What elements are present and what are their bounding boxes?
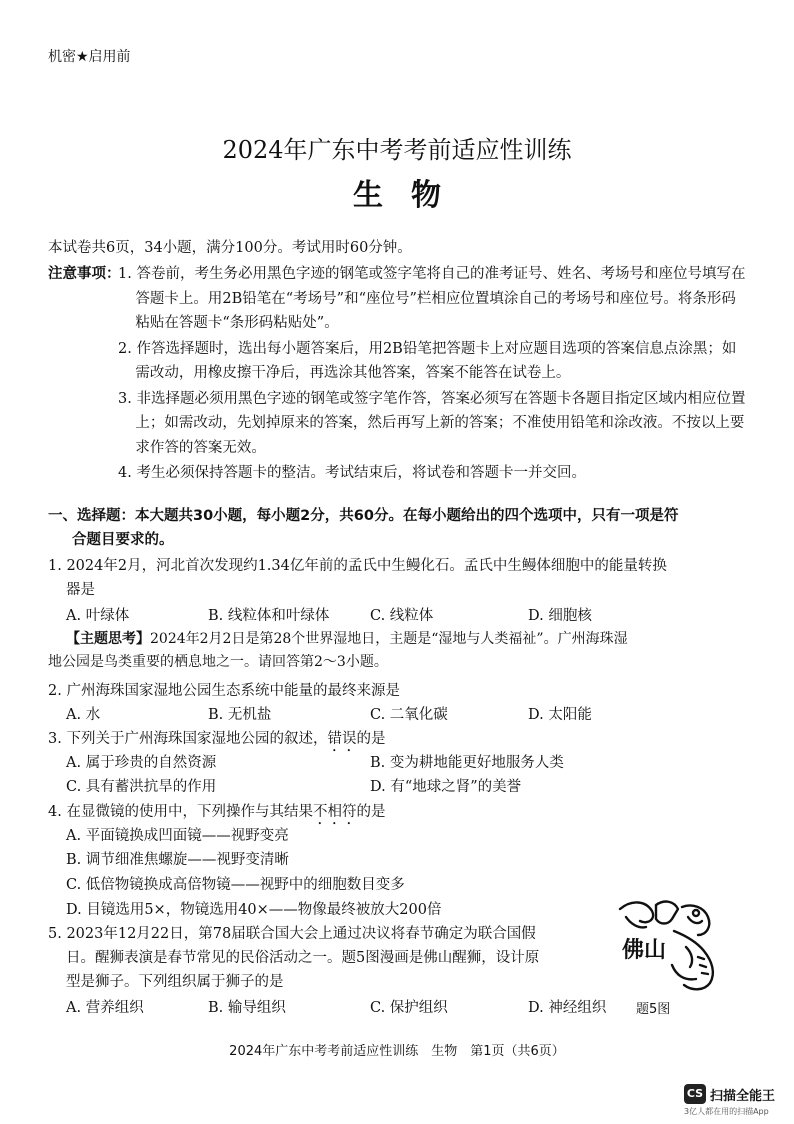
q4-option-d: D. 目镜选用5×，物镜选用40×——物像最终被放大200倍 — [66, 902, 442, 918]
question-1 — [48, 554, 748, 602]
q1-option-b: B. 线粒体和叶绿体 — [208, 608, 330, 624]
exam-intro: 本试卷共6页，34小题，满分100分。考试用时60分钟。 — [48, 240, 412, 256]
q4-stem-b: 的是 — [356, 804, 386, 820]
notice-item: 1. 答卷前，考生务必用黑色字迹的钢笔或签字笔将自己的准考证号、姓名、考场号和座位号填写在答题卡上。用2B铅笔在“考场号”和“座位号”栏相应位置填涂自己的考场号和座位号。将条形码粘贴在答题卡“条形码粘贴处”。 — [118, 266, 746, 331]
question-5 — [48, 922, 608, 994]
q3-option-a: A. 属于珍贵的自然资源 — [66, 755, 217, 771]
question-2 — [48, 679, 748, 703]
confidential-label: 机密★启用前 — [48, 49, 131, 65]
exam-title: 2024年广东中考考前适应性训练 — [222, 136, 572, 164]
page-footer: 2024年广东中考考前适应性训练 生物 第1页（共6页） — [229, 1044, 565, 1059]
section-heading — [48, 504, 748, 552]
q1-option-c: C. 线粒体 — [370, 608, 434, 624]
topic-label: 【主题思考】 — [66, 631, 150, 647]
q4-option-a: A. 平面镜换成凹面镜——视野变亮 — [66, 828, 289, 844]
q5-stem-line1: 5. 2023年12月22日，第78届联合国大会上通过决议将春节确定为联合国假 — [48, 926, 536, 942]
notice-item: 4. 考生必须保持答题卡的整洁。考试结束后，将试卷和答题卡一并交回。 — [118, 465, 586, 481]
q2-option-b: B. 无机盐 — [208, 707, 272, 723]
q3-option-b: B. 变为耕地能更好地服务人类 — [370, 755, 564, 771]
q2-option-c: C. 二氧化碳 — [370, 707, 448, 723]
section-heading-line1: 一、选择题：本大题共30小题，每小题2分，共60分。在每小题给出的四个选项中，只有一项是符 — [48, 508, 679, 524]
q1-option-a: A. 叶绿体 — [66, 608, 130, 624]
q1-option-d: D. 细胞核 — [528, 608, 592, 624]
notice-item: 2. 作答选择题时，选出每小题答案后，用2B铅笔把答题卡上对应题目选项的答案信息点涂黑；如需改动，用橡皮擦干净后，再选涂其他答案，答案不能答在试卷上。 — [118, 340, 737, 381]
topic-line2: 地公园是鸟类重要的栖息地之一。请回答第2～3小题。 — [48, 654, 388, 670]
topic-block — [48, 628, 748, 674]
q2-stem: 2. 广州海珠国家湿地公园生态系统中能量的最终来源是 — [48, 683, 400, 699]
q3-stem-emphasis: 错误 — [327, 731, 357, 747]
scanner-app-name: 扫描全能王 — [710, 1089, 776, 1104]
q3-option-d: D. 有“地球之肾”的美誉 — [370, 779, 522, 795]
lion-dance-illustration — [612, 895, 724, 997]
subject-title: 生物 — [353, 178, 469, 213]
q3-stem-b: 的是 — [356, 731, 386, 747]
section-heading-line2: 合题目要求的。 — [72, 532, 174, 548]
scanner-watermark — [684, 1084, 784, 1118]
notice-label: 注意事项： — [48, 266, 121, 282]
notice-list — [118, 262, 750, 487]
figure-caption: 题5图 — [636, 1002, 671, 1017]
scanner-logo-icon: CS — [684, 1084, 706, 1104]
notice-item: 3. 非选择题必须用黑色字迹的钢笔或签字笔作答，答案必须写在答题卡各题目指定区域内相应位置上；如需改动，先划掉原来的答案，然后再写上新的答案；不准使用铅笔和涂改液。不按以上要求作答的答案无效。 — [118, 390, 746, 456]
scanner-tagline: 3亿人都在用的扫描App — [684, 1107, 769, 1116]
topic-line1: 2024年2月2日是第28个世界湿地日，主题是“湿地与人类福祉”。广州海珠湿 — [150, 631, 628, 647]
q2-option-d: D. 太阳能 — [528, 707, 592, 723]
q5-option-a: A. 营养组织 — [66, 1000, 144, 1016]
q3-stem-a: 3. 下列关于广州海珠国家湿地公园的叙述， — [48, 731, 328, 747]
q4-option-b: B. 调节细准焦螺旋——视野变清晰 — [66, 852, 289, 868]
q5-stem-line3: 型是狮子。下列组织属于狮子的是 — [66, 974, 284, 990]
q4-stem-a: 4. 在显微镜的使用中，下列操作与其结果 — [48, 804, 313, 820]
q5-option-d: D. 神经组织 — [528, 1000, 607, 1016]
q3-option-c: C. 具有蓄洪抗旱的作用 — [66, 779, 217, 795]
q5-option-c: C. 保护组织 — [370, 1000, 448, 1016]
q5-stem-line2: 日。醒狮表演是春节常见的民俗活动之一。题5图漫画是佛山醒狮，设计原 — [66, 950, 540, 966]
q5-option-b: B. 输导组织 — [208, 1000, 286, 1016]
q4-stem-emphasis: 不相符 — [312, 804, 357, 820]
illustration-text: 佛山 — [622, 937, 667, 963]
q2-option-a: A. 水 — [66, 707, 101, 723]
q1-stem-line1: 1. 2024年2月，河北首次发现约1.34亿年前的孟氏中生鳗化石。孟氏中生鳗体细胞中的能量转换 — [48, 558, 667, 574]
q1-stem-line2: 器是 — [66, 582, 95, 598]
q4-option-c: C. 低倍物镜换成高倍物镜——视野中的细胞数目变多 — [66, 877, 405, 893]
